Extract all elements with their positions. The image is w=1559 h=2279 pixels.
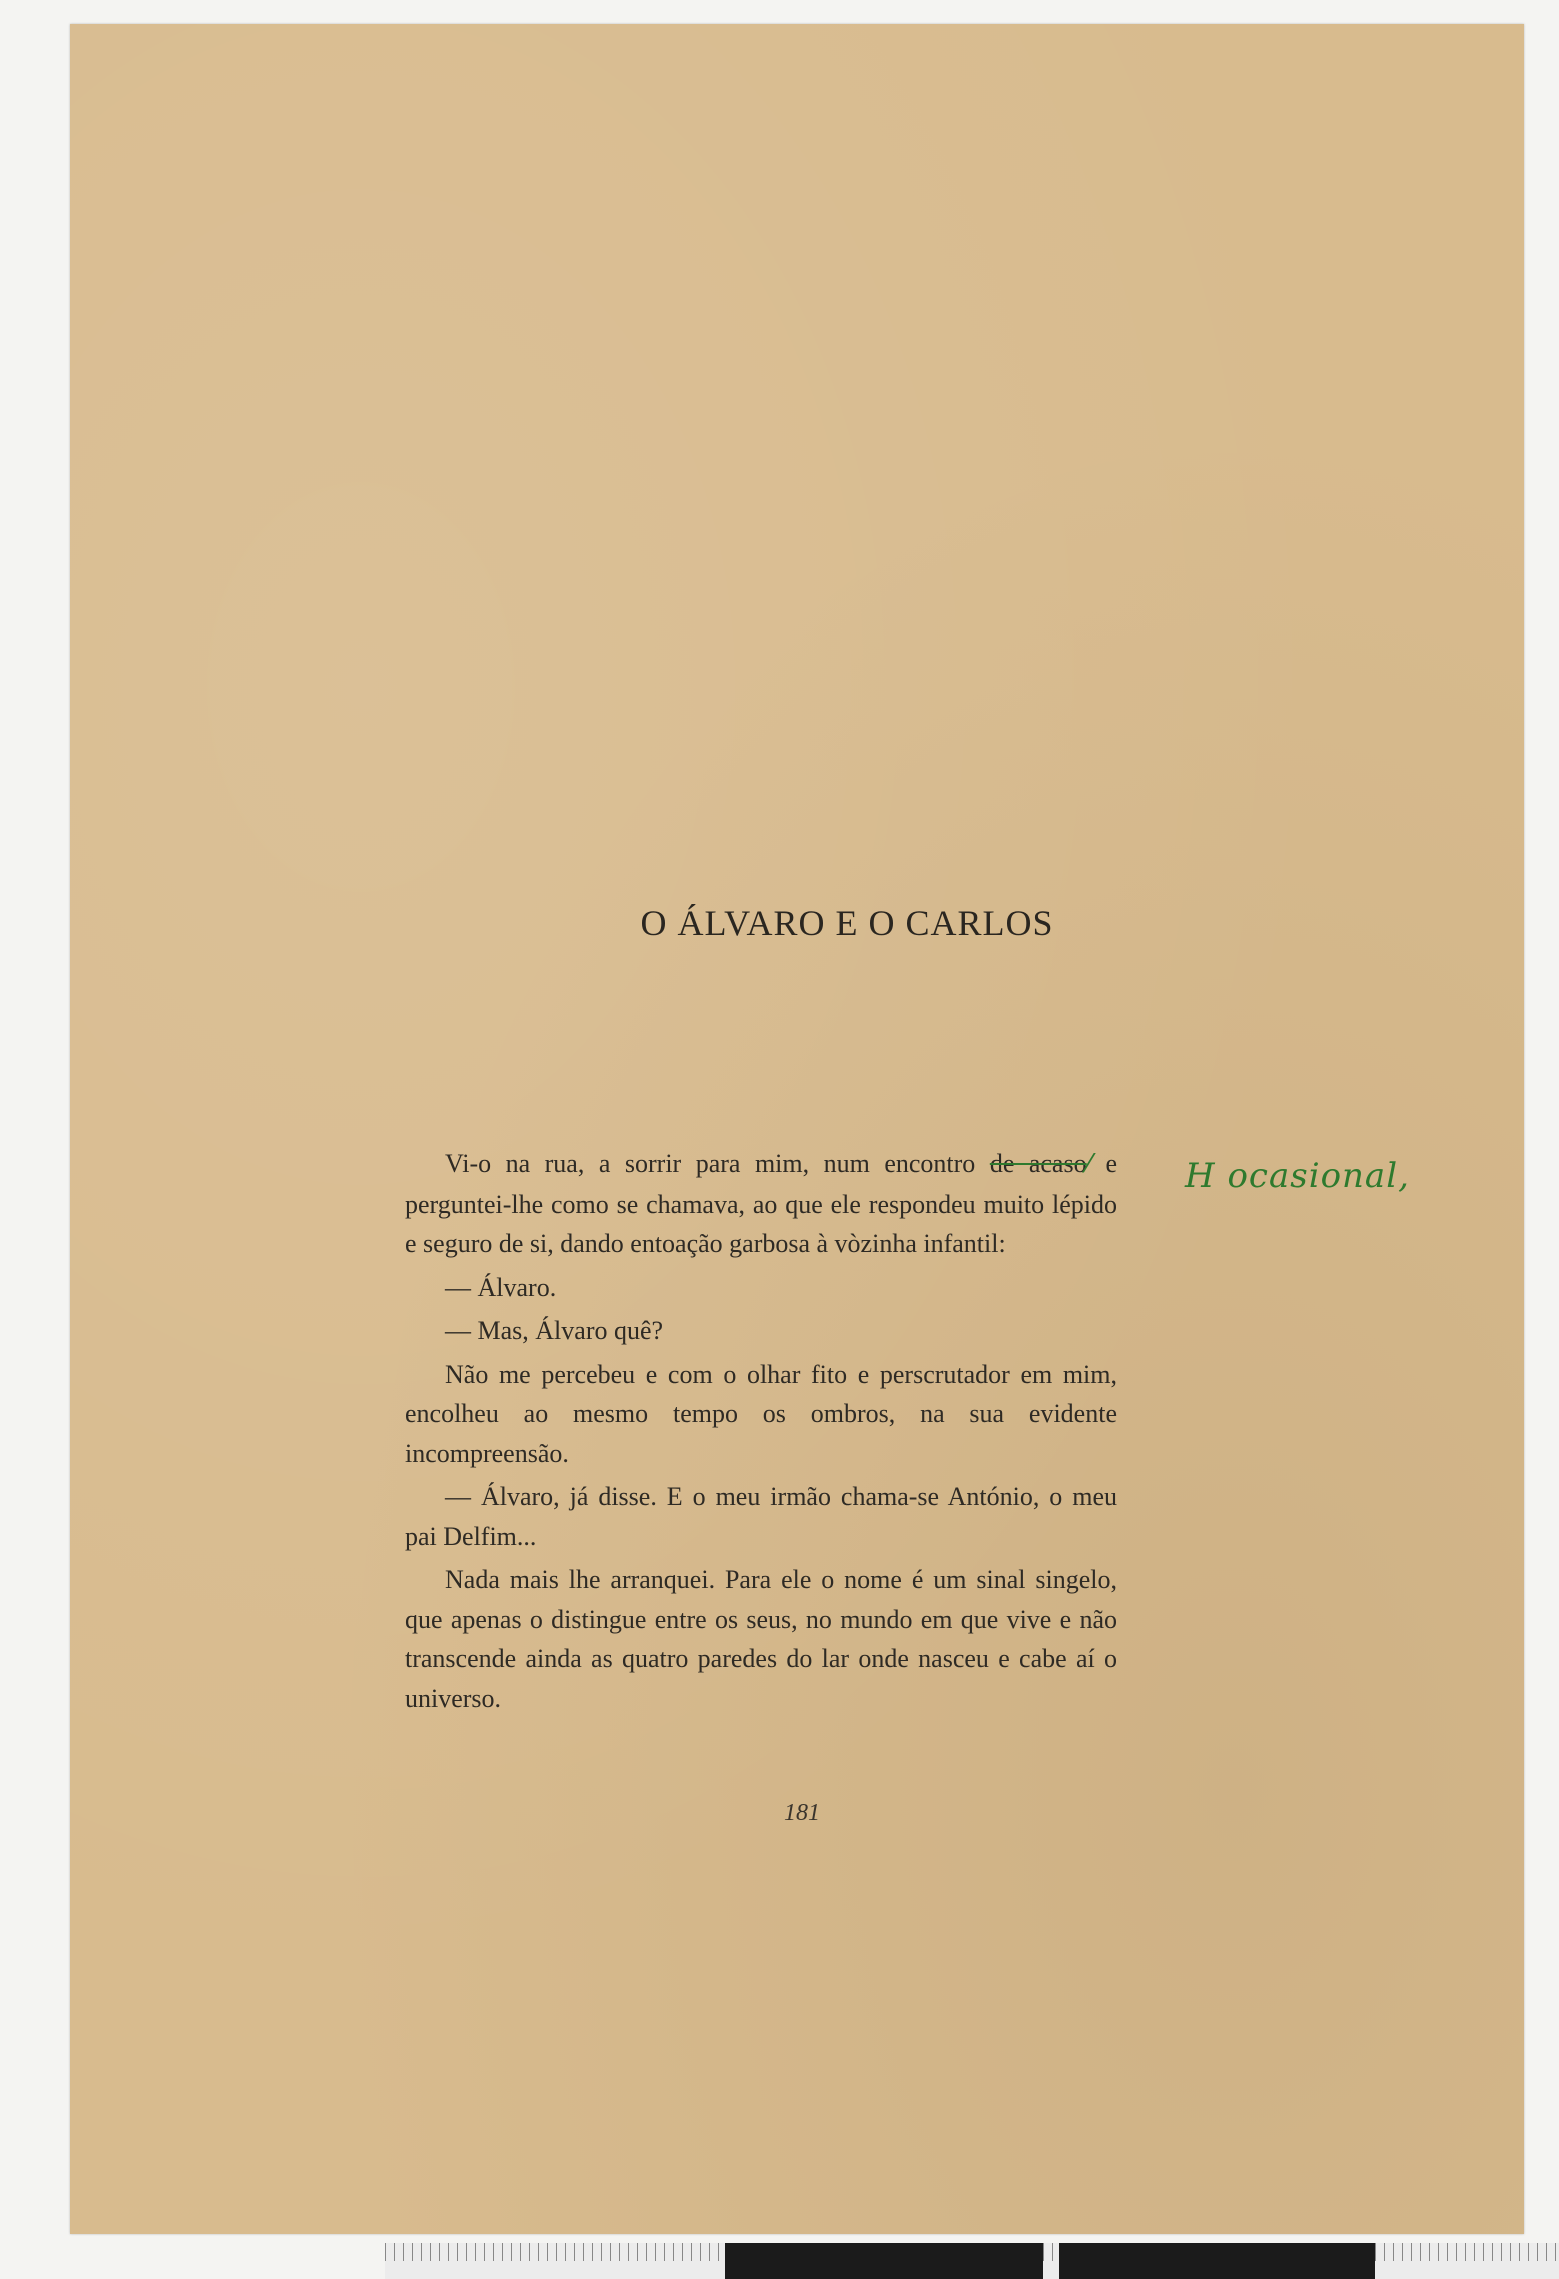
chapter-title: O ÁLVARO E O CARLOS [640,903,1054,943]
paragraph-1-end: e perguntei-lhe como se chamava, ao que ele respondeu muito lépido e seguro de si, dando entoação garbosa à vòzinha infantil: [405,1149,1117,1258]
paragraph-2: Não me percebeu e com o olhar fito e perscrutador em mim, encolheu ao mesmo tempo os ombros, na sua evidente incompreensão. [405,1359,1117,1468]
insertion-mark: ⁄ [1086,1149,1091,1179]
ruler-segment-light [1043,2243,1059,2279]
scale-ruler [385,2243,1559,2279]
document-page [70,24,1524,2234]
ruler-segment-light [1375,2243,1559,2279]
dialogue-line-2: — Mas, Álvaro quê? [445,1316,664,1345]
paragraph-1-start: Vi-o na rua, a sorrir para mim, num encontro [445,1149,990,1178]
handwritten-margin-note: H ocasional, [1185,1156,1410,1196]
paragraph-3: Nada mais lhe arranquei. Para ele o nome é um sinal singelo, que apenas o distingue entre os seus, no mundo em que vive e não transcende ainda as quatro paredes do lar onde nasceu e cabe aí o universo. [405,1565,1117,1713]
struck-text: de acaso [989,1149,1087,1178]
dialogue-line-1: — Álvaro. [445,1272,557,1302]
ruler-segment-dark [1059,2243,1375,2279]
dialogue-line-3: — Álvaro, já disse. E o meu irmão chama-se António, o meu pai Delfim... [405,1482,1117,1551]
page-number: 181 [784,1800,820,1826]
ruler-segment-dark [725,2243,1043,2279]
ruler-segment-light [385,2243,725,2279]
paragraph-1 [405,1144,1117,1264]
body-text [405,1144,1117,1722]
